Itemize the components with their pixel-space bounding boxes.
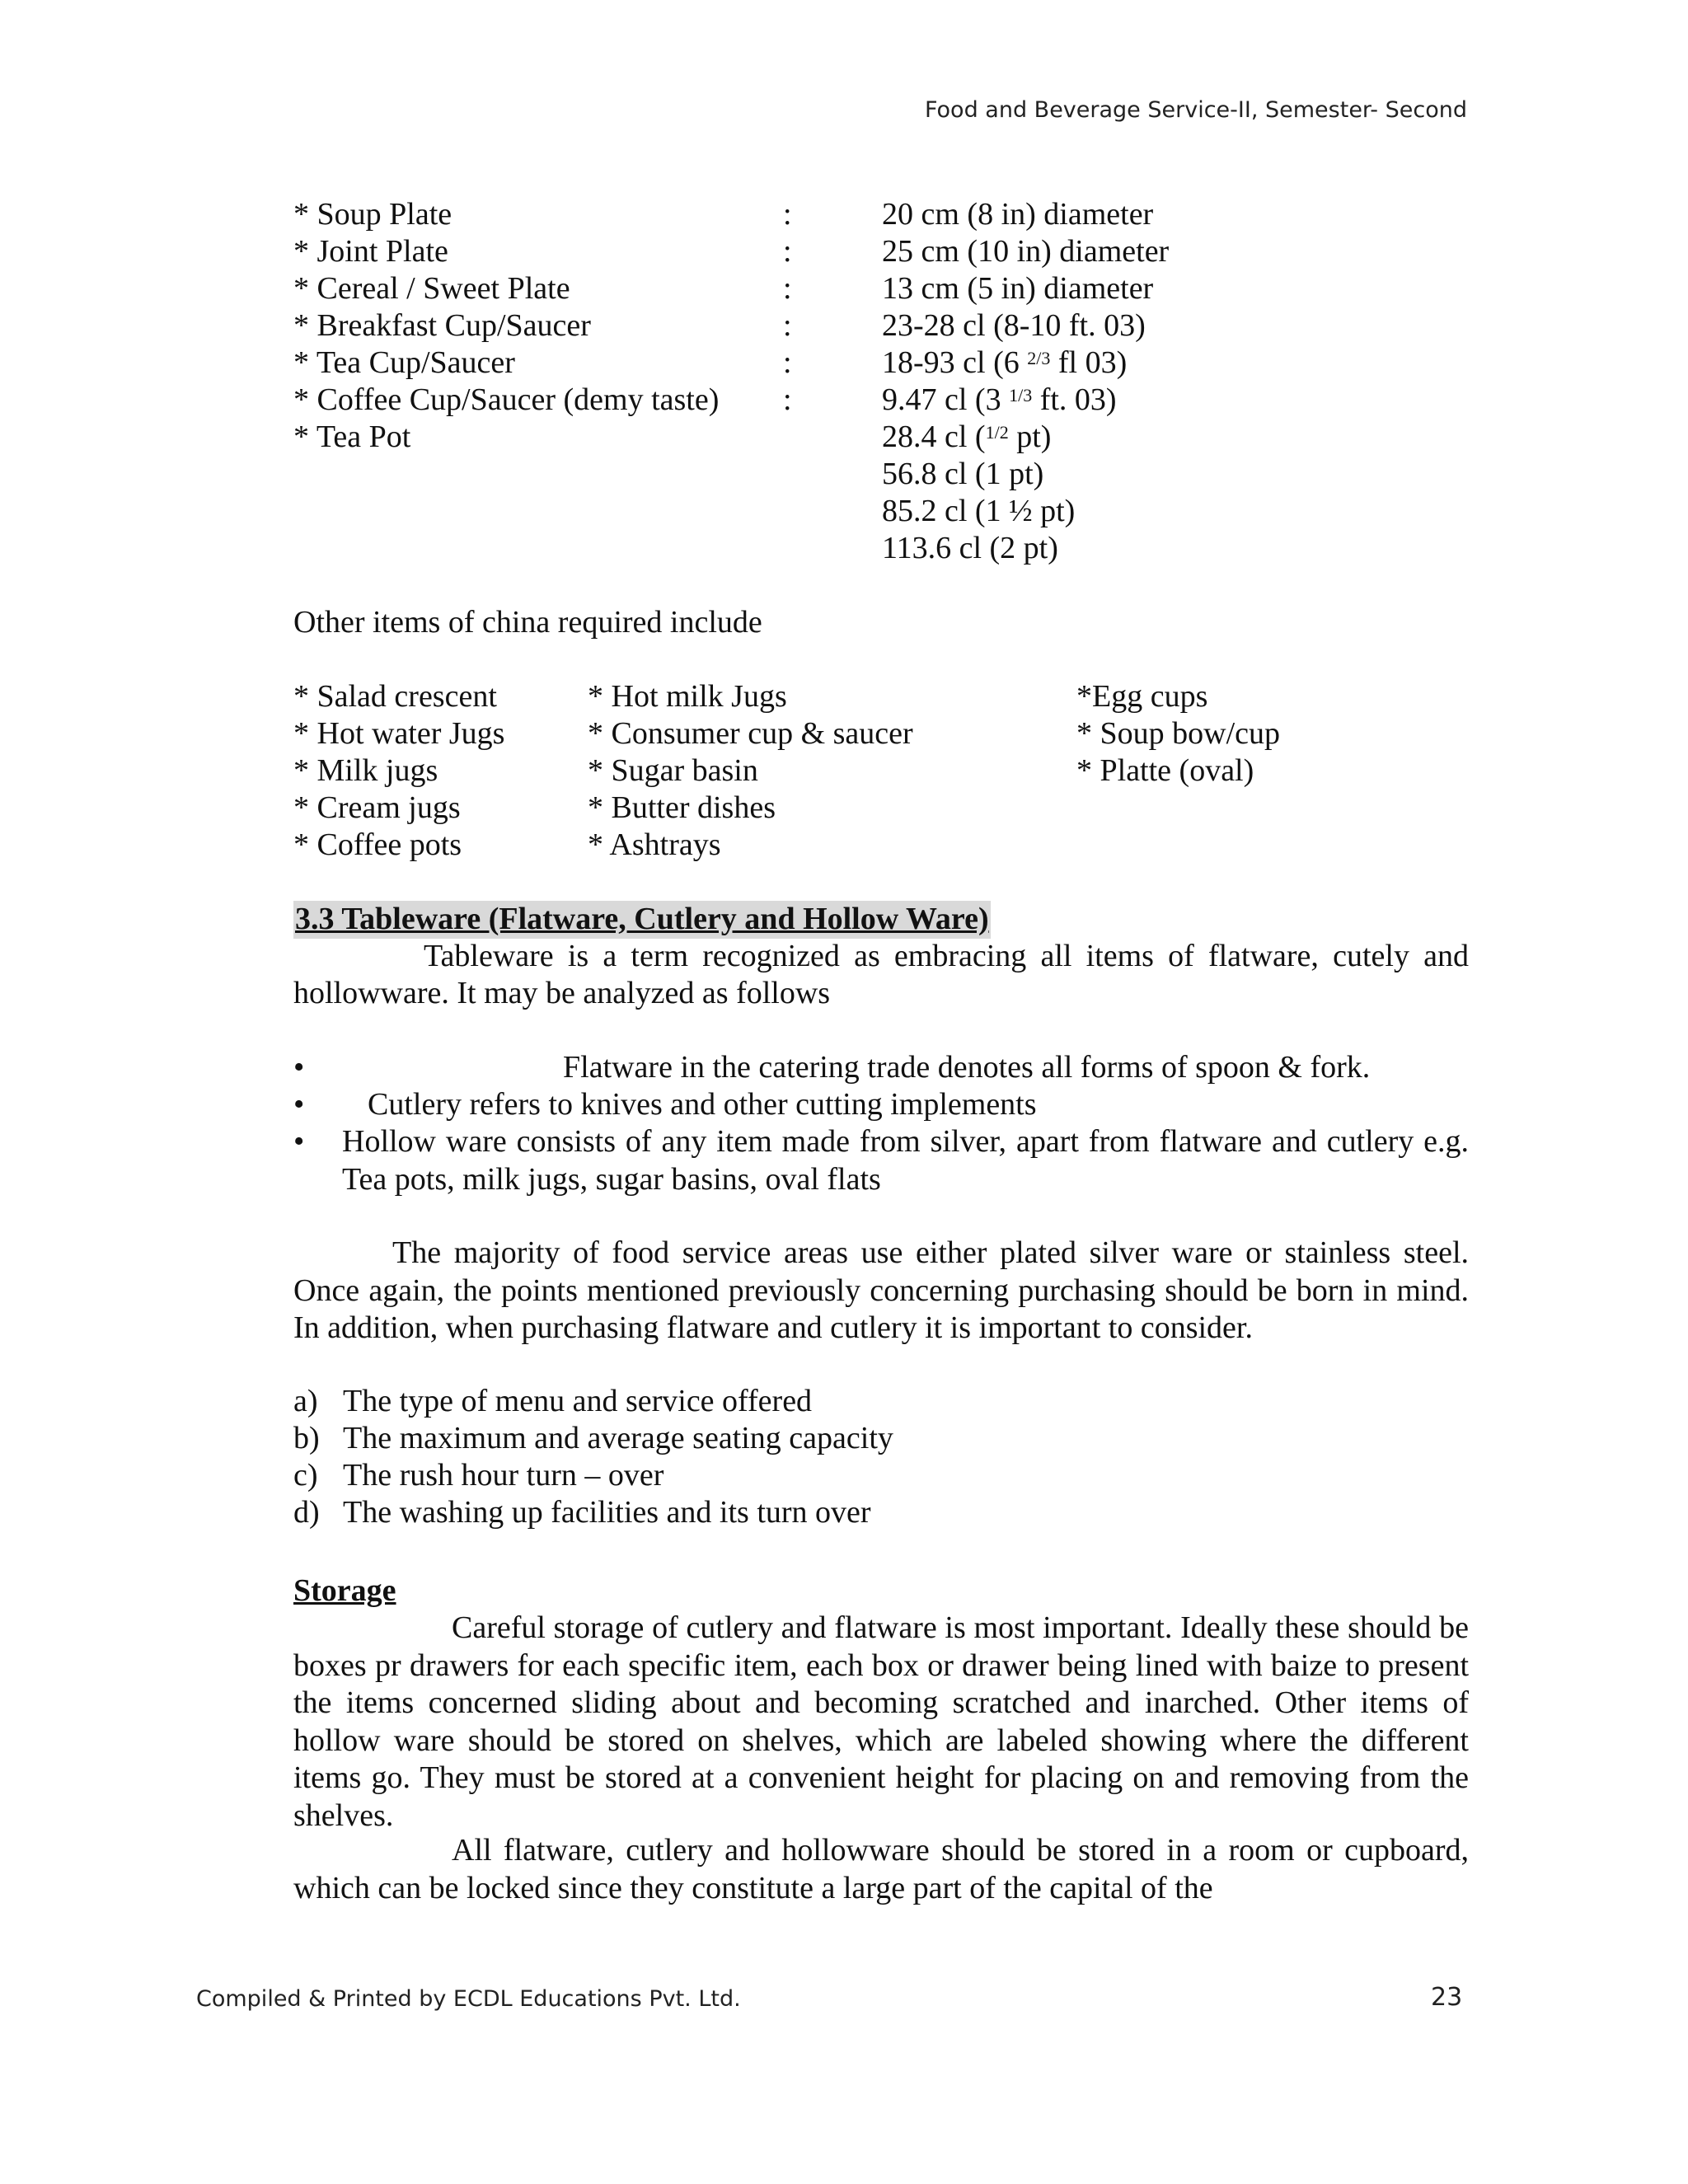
size-item-name: * Tea Pot bbox=[293, 419, 411, 454]
china-item: * Hot water Jugs bbox=[293, 716, 505, 751]
size-item-value: 13 cm (5 in) diameter bbox=[882, 271, 1154, 306]
china-item: * Butter dishes bbox=[588, 790, 776, 825]
china-item: * Salad crescent bbox=[293, 679, 497, 714]
size-row bbox=[0, 233, 1688, 270]
china-item: * Ashtrays bbox=[588, 827, 721, 862]
bullet-text: Cutlery refers to knives and other cutting implements bbox=[368, 1087, 1037, 1122]
bullet-text: Hollow ware consists of any item made from silver, apart from flatware and cutlery e.g. Tea pots, milk jugs, sugar basins, oval flats bbox=[342, 1124, 1469, 1197]
size-item-name: * Cereal / Sweet Plate bbox=[293, 271, 570, 306]
china-row bbox=[0, 752, 1688, 790]
size-row bbox=[0, 344, 1688, 382]
size-item-value: 9.47 cl (3 $^{1/3}$ ft. 03) bbox=[882, 382, 1117, 417]
size-colon: : bbox=[783, 197, 792, 232]
size-item-name: * Joint Plate bbox=[293, 234, 448, 269]
size-row bbox=[0, 382, 1688, 419]
tableware-intro-line1: Tableware is a term recognized as embracing all items of flatware, cutely and bbox=[424, 939, 1469, 973]
size-colon: : bbox=[783, 308, 792, 343]
page-number: 23 bbox=[1431, 1983, 1463, 2012]
running-header: Food and Beverage Service-II, Semester- Second bbox=[924, 97, 1467, 123]
china-row bbox=[0, 715, 1688, 752]
china-item: *Egg cups bbox=[1076, 679, 1208, 714]
other-items-intro: Other items of china required include bbox=[293, 605, 762, 640]
size-row bbox=[0, 530, 1688, 567]
size-colon: : bbox=[783, 271, 792, 306]
china-item: * Soup bow/cup bbox=[1076, 716, 1280, 751]
size-row bbox=[0, 270, 1688, 307]
list-text: The rush hour turn – over bbox=[343, 1458, 664, 1493]
china-item: * Cream jugs bbox=[293, 790, 461, 825]
size-row bbox=[0, 307, 1688, 344]
tableware-paragraph: The majority of food service areas use either plated silver ware or stainless steel. Once again, the points mentioned previously concerning purchasing should be born in mind. In addition, when purchasing flatware and cutlery it is important to consider. bbox=[293, 1235, 1469, 1345]
size-item-value: 20 cm (8 in) diameter bbox=[882, 197, 1154, 232]
list-text: The maximum and average seating capacity bbox=[343, 1421, 893, 1455]
list-label: c) bbox=[293, 1458, 318, 1493]
size-item-value: 18-93 cl (6 $^{2/3}$ fl 03) bbox=[882, 345, 1128, 380]
section-heading: 3.3 Tableware (Flatware, Cutlery and Hollow Ware) bbox=[293, 901, 991, 939]
bullet-dot: • bbox=[293, 1087, 305, 1122]
size-row bbox=[0, 196, 1688, 233]
bullet-text: Flatware in the catering trade denotes all forms of spoon & fork. bbox=[563, 1050, 1371, 1085]
size-item-value: 113.6 cl (2 pt) bbox=[882, 531, 1058, 565]
tableware-intro-line2: hollowware. It may be analyzed as follows bbox=[293, 976, 831, 1010]
size-row bbox=[0, 456, 1688, 493]
storage-paragraph-1: Careful storage of cutlery and flatware is most important. Ideally these should be boxes pr drawers for each specific item, each box or drawer being lined with baize to present the items concerned sliding about and becoming scratched and inarched. Other items of hollow ware should be stored on shelves, which are labeled showing where the different items go. They must be stored at a convenient height for placing on and removing from the shelves. bbox=[293, 1610, 1469, 1833]
bullet-dot: • bbox=[293, 1124, 305, 1159]
bullet-dot: • bbox=[293, 1050, 305, 1085]
size-item-name: * Coffee Cup/Saucer (demy taste) bbox=[293, 382, 720, 417]
size-item-value: 56.8 cl (1 pt) bbox=[882, 457, 1044, 491]
footer-publisher: Compiled & Printed by ECDL Educations Pvt. Ltd. bbox=[196, 1986, 741, 2012]
china-row bbox=[0, 790, 1688, 827]
size-item-name: * Breakfast Cup/Saucer bbox=[293, 308, 591, 343]
storage-paragraph-2: All flatware, cutlery and hollowware should be stored in a room or cupboard, which can be locked since they constitute a large part of the capital of the bbox=[293, 1833, 1469, 1905]
size-item-value: 23-28 cl (8-10 ft. 03) bbox=[882, 308, 1146, 343]
size-row bbox=[0, 493, 1688, 530]
size-item-value: 28.4 cl ($^{1/2}$ pt) bbox=[882, 419, 1052, 454]
size-colon: : bbox=[783, 382, 792, 417]
china-item: * Sugar basin bbox=[588, 753, 758, 788]
list-label: b) bbox=[293, 1421, 320, 1455]
china-item: * Consumer cup & saucer bbox=[588, 716, 913, 751]
china-row bbox=[0, 827, 1688, 864]
china-item: * Milk jugs bbox=[293, 753, 438, 788]
china-item: * Hot milk Jugs bbox=[588, 679, 787, 714]
size-item-value: 25 cm (10 in) diameter bbox=[882, 234, 1170, 269]
size-colon: : bbox=[783, 345, 792, 380]
china-row bbox=[0, 678, 1688, 715]
china-item: * Platte (oval) bbox=[1076, 753, 1254, 788]
size-item-name: * Tea Cup/Saucer bbox=[293, 345, 515, 380]
size-row bbox=[0, 419, 1688, 456]
china-item: * Coffee pots bbox=[293, 827, 462, 862]
list-text: The washing up facilities and its turn over bbox=[343, 1495, 871, 1530]
storage-heading: Storage bbox=[293, 1573, 396, 1608]
list-label: d) bbox=[293, 1495, 320, 1530]
list-label: a) bbox=[293, 1384, 318, 1418]
size-item-name: * Soup Plate bbox=[293, 197, 452, 232]
size-item-value: 85.2 cl (1 ½ pt) bbox=[882, 494, 1076, 528]
list-text: The type of menu and service offered bbox=[343, 1384, 813, 1418]
size-colon: : bbox=[783, 234, 792, 269]
